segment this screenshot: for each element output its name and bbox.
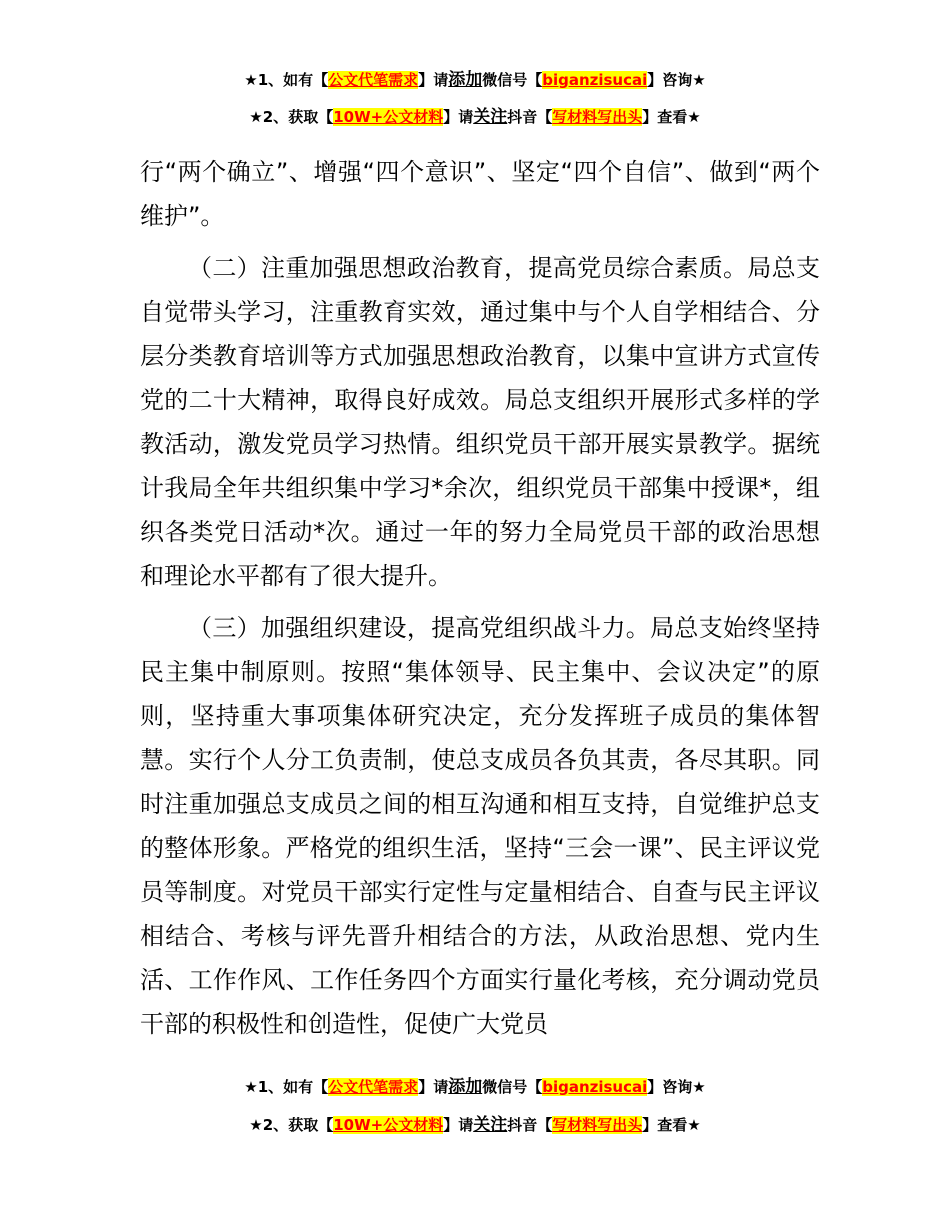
promo-text: 微信号【 [482,71,543,89]
promo-text: 】请 [443,108,474,126]
promo-text: 获取【 [288,108,334,126]
promo-star-prefix: ★2、 [249,108,289,126]
promo-highlight-wechat-id: biganzisucai [542,71,648,89]
promo-text: 如有【 [283,71,329,89]
promo-text: 】咨询★ [647,1078,706,1096]
promo-star-prefix: ★1、 [244,71,284,89]
promo-star-prefix: ★1、 [244,1078,284,1096]
paragraph-political-education: （二）注重加强思想政治教育，提高党员综合素质。局总支自觉带头学习，注重教育实效，通过集中与个人自学相结合、分层分类教育培训等方式加强思想政治教育，以集中宣讲方式宣传党的二十大精神，取得良好成效。局总支组织开展形式多样的学教活动，激发党员学习热情。组织党员干部开展实景教学。据统计我局全年共组织集中学习*余次，组织党员干部集中授课*，组织各类党日活动*次。通过一年的努力全局党员干部的政治思想和理论水平都有了很大提升。 [140,254,820,590]
promo-highlight-materials: 10W+公文材料 [333,1116,444,1134]
promo-text: 】请 [418,71,449,89]
promo-highlight-douyin-account: 写材料写出头 [552,1116,643,1134]
promo-banner-consult-top [0,70,950,90]
paragraph-continuation: 行“两个确立”、增强“四个意识”、坚定“四个自信”、做到“两个维护”。 [140,158,820,230]
promo-text: 】咨询★ [647,71,706,89]
document-body [140,150,820,1046]
promo-highlight-wechat-id: biganzisucai [542,1078,648,1096]
paragraph-organization-building: （三）加强组织建设，提高党组织战斗力。局总支始终坚持民主集中制原则。按照“集体领导、民主集中、会议决定”的原则，坚持重大事项集体研究决定，充分发挥班子成员的集体智慧。实行个人分工负责制，使总支成员各负其责，各尽其职。同时注重加强总支成员之间的相互沟通和相互支持，自觉维护总支的整体形象。严格党的组织生活，坚持“三会一课”、民主评议党员等制度。对党员干部实行定性与定量相结合、自查与民主评议相结合、考核与评先晋升相结合的方法，从政治思想、党内生活、工作作风、工作任务四个方面实行量化考核，充分调动党员干部的积极性和创造性，促使广大党员 [140,614,820,1038]
promo-banner-follow-bottom [0,1115,950,1135]
promo-text: 】查看★ [642,1116,701,1134]
promo-text: 获取【 [288,1116,334,1134]
promo-emphasis: 关注 [473,1115,508,1135]
promo-highlight-douyin-account: 写材料写出头 [552,108,643,126]
promo-highlight-service: 公文代笔需求 [328,1078,419,1096]
promo-text: 】请 [418,1078,449,1096]
promo-emphasis: 添加 [448,70,483,90]
promo-emphasis: 添加 [448,1077,483,1097]
promo-text: 微信号【 [482,1078,543,1096]
promo-text: 如有【 [283,1078,329,1096]
promo-star-prefix: ★2、 [249,1116,289,1134]
promo-emphasis: 关注 [473,107,508,127]
promo-highlight-service: 公文代笔需求 [328,71,419,89]
promo-highlight-materials: 10W+公文材料 [333,108,444,126]
promo-banner-consult-bottom [0,1077,950,1097]
promo-text: 抖音【 [507,1116,553,1134]
promo-text: 抖音【 [507,108,553,126]
promo-banner-follow-top [0,107,950,127]
promo-text: 】查看★ [642,108,701,126]
promo-text: 】请 [443,1116,474,1134]
